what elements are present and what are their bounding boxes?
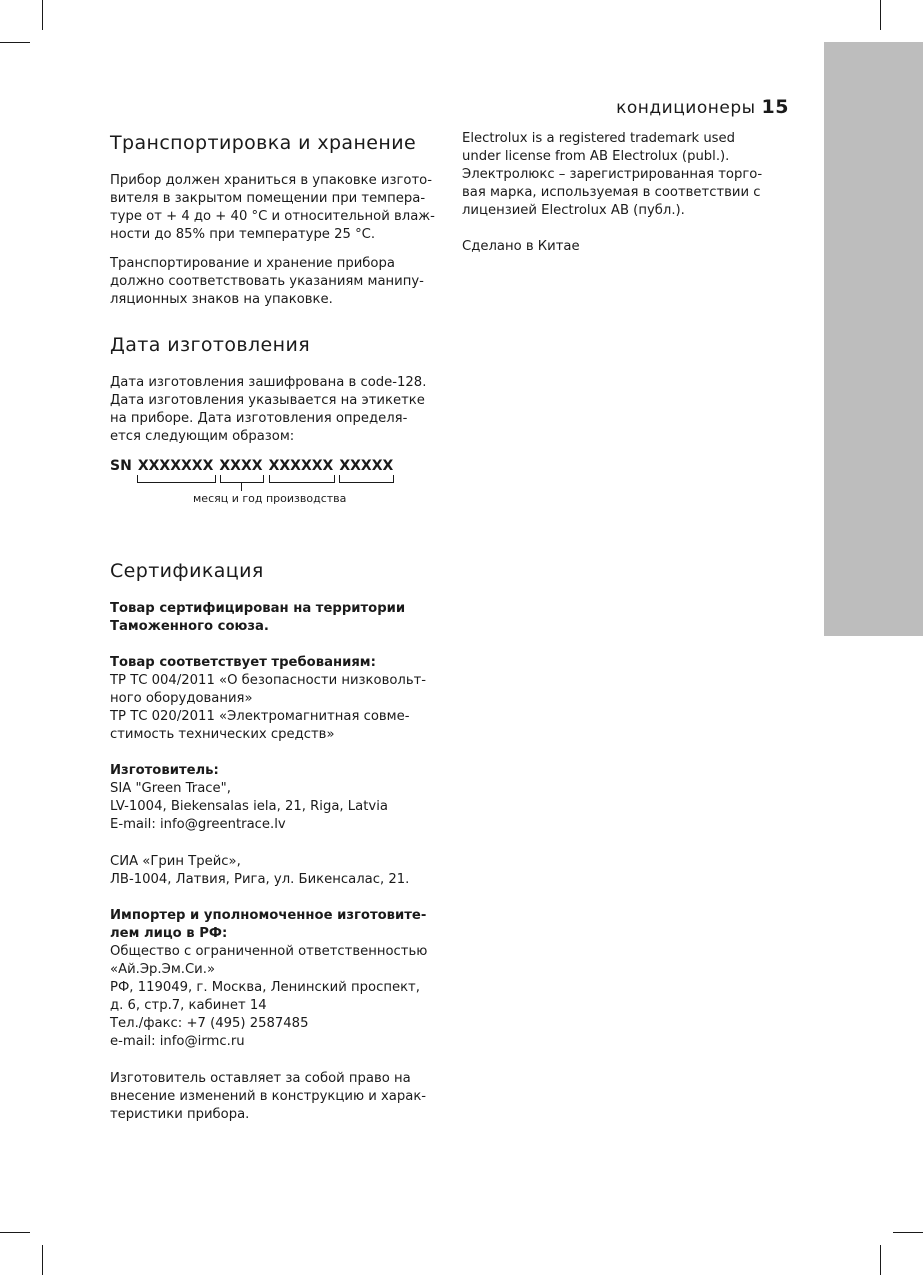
requirements-heading: Товар соответствует требованиям: [110,655,376,670]
page-header [616,96,789,118]
certification-title: Сертификация [110,560,264,582]
crop-mark [880,1245,881,1275]
crop-mark [42,0,43,30]
importer-block: Импортер и уполномоченное изготовите- лем лицо в РФ: Общество с ограниченной ответственностью «Ай.Эр.Эм.Си.» РФ, 119049, г. Москва, Ленинский проспект, д. 6, стр.7, кабинет 14 Тел./факс: +7 (495) 2587485 e-mail: info@irmc.ru [110,907,445,1051]
serial-pointer [241,483,242,491]
serial-bracket [269,475,335,483]
page-number: 15 [761,96,789,118]
crop-mark [893,1232,923,1233]
reserve-rights-para: Изготовитель оставляет за собой право на внесение изменений в конструкцию и харак- теристики прибора. [110,1071,427,1122]
serial-group: XXXXXXX [137,458,214,474]
made-in: Сделано в Китае [462,239,580,254]
side-tab [824,42,923,636]
crop-mark [42,1245,43,1275]
manufacturer-ru-block: СИА «Грин Трейс», ЛВ-1004, Латвия, Рига, ул. Бикенсалас, 21. [110,854,410,887]
serial-caption: месяц и год производства [193,492,347,505]
manufacturer-email: E-mail: info@greentrace.lv [110,817,286,832]
serial-group: XXXXX [339,458,394,474]
serial-bracket [339,475,394,483]
transport-title: Транспортировка и хранение [110,132,417,154]
production-date-para: Дата изготовления зашифрована в code-128. Дата изготовления указывается на этикетке на приборе. Дата изготовления определя- ется следующим образом: [110,375,427,444]
trademark-notice: Electrolux is a registered trademark used under license from AB Electrolux (publ.). Электролюкс – зарегистрированная торго- вая марка, используемая в соответствии с лицензией Electrolux AB (публ.). [462,131,763,218]
serial-bracket [220,475,264,483]
requirements-block: Товар соответствует требованиям: ТР ТС 004/2011 «О безопасности низковольт- ного оборудования» ТР ТС 020/2011 «Электромагнитная совме- стимость технических средств» [110,654,445,744]
manufacturer-heading: Изготовитель: [110,763,219,778]
serial-bracket [137,475,216,483]
serial-number-format [110,458,399,474]
serial-group: XXXX [219,458,263,474]
transport-para-2: Транспортирование и хранение прибора должно соответствовать указаниям манипу- ляционных знаков на упаковке. [110,256,424,307]
importer-email: e-mail: info@irmc.ru [110,1034,245,1049]
crop-mark [0,42,30,43]
serial-group: XXXXXX [268,458,334,474]
crop-mark [880,0,881,30]
crop-mark [0,1232,30,1233]
transport-para-1: Прибор должен храниться в упаковке изгото- вителя в закрытом помещении при темпера- туре от + 4 до + 40 °С и относительной влаж- ности до 85% при температуре 25 °С. [110,173,435,242]
manufacturer-block: Изготовитель: SIA "Green Trace", LV-1004, Biekensalas iela, 21, Riga, Latvia E-mail: info@greentrace.lv [110,762,445,834]
section-name: кондиционеры [616,98,756,118]
certified-statement: Товар сертифицирован на территории Таможенного союза. [110,601,406,634]
production-date-title: Дата изготовления [110,334,311,356]
serial-prefix: SN [110,458,132,474]
